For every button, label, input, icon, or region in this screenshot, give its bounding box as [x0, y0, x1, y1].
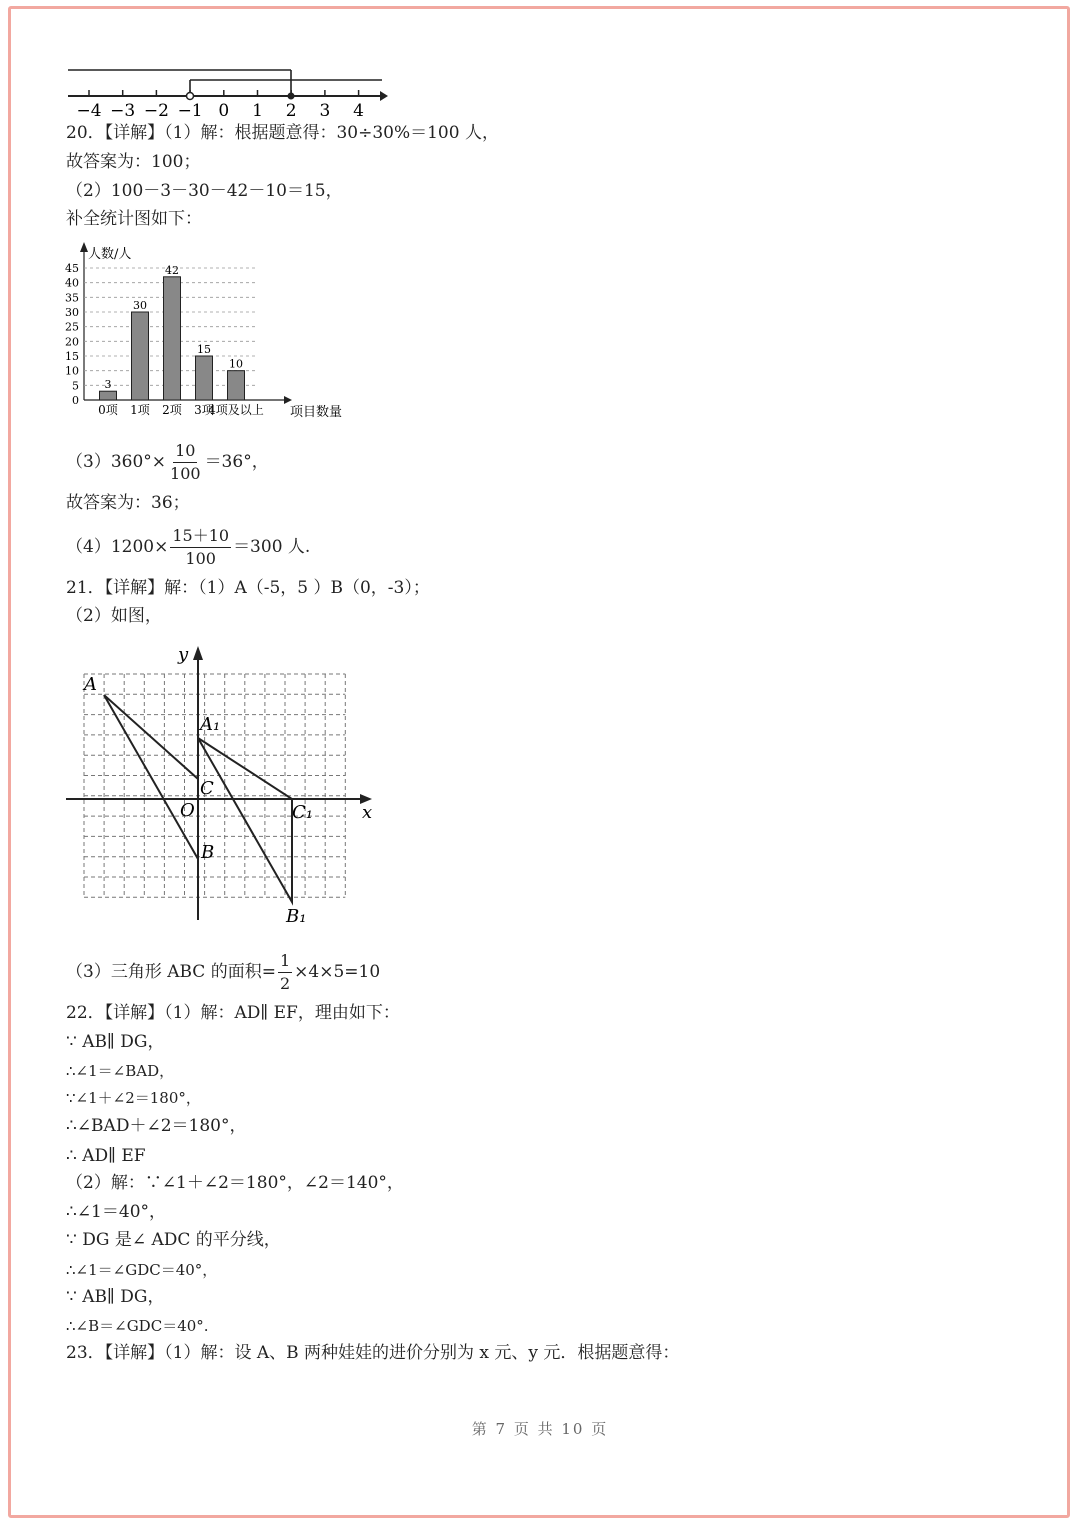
y-tick-label: 35	[65, 291, 79, 305]
denominator: 2	[279, 974, 291, 993]
q20-line-5-prefix: （3）360°×	[66, 452, 167, 472]
y-axis-label: 人数/人	[88, 247, 132, 262]
category-label: 1项	[130, 403, 150, 417]
y-tick-label: 30	[65, 306, 79, 319]
y-tick-label: 10	[65, 364, 79, 378]
bar	[100, 391, 117, 400]
fraction	[170, 525, 231, 570]
q20-line-6: 故答案为：36；	[66, 493, 190, 513]
q22-line-6: ∴ AD∥ EF	[66, 1146, 146, 1166]
axis-arrow	[380, 91, 388, 101]
x-axis-label: 项目数量	[290, 405, 343, 420]
q20-line-4: 补全统计图如下：	[66, 209, 202, 229]
y-tick-label: 0	[72, 394, 79, 407]
closed-point	[288, 93, 295, 100]
q22-line-10: ∴∠1＝∠GDC＝40°，	[66, 1261, 218, 1279]
q22-line-4: ∵∠1＋∠2＝180°，	[66, 1089, 201, 1107]
denominator: 100	[170, 464, 201, 483]
q20-line-7	[66, 525, 310, 570]
q21-line-3-prefix: （3）三角形 ABC 的面积=	[66, 962, 276, 982]
label-a: A	[84, 674, 97, 695]
label-b1: B₁	[286, 906, 307, 927]
q20-line-3: （2）100－3－30－42－10＝15，	[66, 181, 343, 201]
label-b: B	[201, 842, 215, 863]
q22-line-11: ∵ AB∥ DG，	[66, 1287, 165, 1307]
number-line-tick-label: −1	[177, 101, 203, 121]
fraction	[168, 440, 203, 485]
y-tick-label: 45	[65, 262, 79, 275]
label-a1: A₁	[200, 714, 221, 735]
q20-line-7-suffix: ＝300 人.	[233, 537, 311, 557]
q22-line-5: ∴∠BAD＋∠2＝180°，	[66, 1116, 247, 1136]
number-line-tick-label: 1	[252, 101, 263, 121]
y-tick-label: 25	[65, 320, 79, 334]
bar-value-label: 10	[229, 357, 243, 371]
y-tick-label: 5	[72, 379, 79, 393]
y-axis-arrow	[80, 242, 88, 252]
number-line-tick-label: 3	[319, 101, 331, 121]
number-line-tick-label: −2	[143, 101, 169, 121]
q23-line-1: 23．【详解】（1）解：设 A、B 两种娃娃的进价分别为 x 元、y 元．根据题意得：	[66, 1343, 680, 1363]
number-line-tick-label: 4	[353, 101, 365, 121]
q22-line-7: （2）解：∵∠1＋∠2＝180°，∠2＝140°，	[66, 1173, 404, 1193]
x-axis-arrow	[284, 396, 292, 404]
bar	[196, 356, 213, 400]
q20-line-7-prefix: （4）1200×	[66, 537, 169, 557]
category-label: 4项及以上	[208, 403, 264, 417]
number-line-tick-label: −4	[76, 101, 102, 121]
q20-line-5-suffix: ＝36°，	[204, 452, 269, 472]
bar-chart	[56, 240, 366, 425]
bar-value-label: 30	[133, 299, 147, 312]
q22-line-1: 22．【详解】（1）解：AD∥ EF，理由如下：	[66, 1003, 400, 1023]
label-c1: C₁	[292, 802, 313, 823]
category-label: 2项	[162, 403, 182, 417]
numerator: 10	[173, 440, 197, 463]
q22-line-8: ∴∠1＝40°，	[66, 1202, 167, 1222]
coordinate-graph	[60, 640, 390, 935]
q20-line-2: 故答案为：100；	[66, 152, 201, 172]
category-label: 3项	[194, 403, 214, 417]
label-o: O	[180, 800, 195, 821]
triangle-abc	[104, 695, 198, 859]
label-y: y	[178, 644, 189, 665]
bar-value-label: 42	[165, 263, 179, 277]
q20-line-5	[66, 440, 269, 485]
bar	[228, 371, 245, 400]
bar	[164, 277, 181, 400]
y-axis-arrow	[193, 646, 203, 660]
bar-value-label: 3	[104, 378, 112, 392]
q22-line-12: ∴∠B＝∠GDC＝40°.	[66, 1317, 209, 1335]
q22-line-9: ∵ DG 是∠ ADC 的平分线，	[66, 1230, 281, 1250]
page-footer: 第 7 页 共 10 页	[471, 1420, 609, 1438]
fraction	[278, 950, 292, 995]
numerator: 15＋10	[170, 525, 231, 548]
q21-line-3	[66, 950, 380, 995]
number-line-tick-label: −3	[110, 101, 136, 121]
q21-line-3-suffix: ×4×5=10	[294, 962, 381, 982]
y-tick-label: 40	[65, 276, 79, 290]
number-line-figure	[62, 62, 402, 122]
denominator: 100	[185, 549, 216, 568]
q21-line-1: 21．【详解】解：（1）A（-5，5 ）B（0，-3）；	[66, 578, 430, 598]
q20-line-1: 20．【详解】（1）解：根据题意得：30÷30%＝100 人，	[66, 123, 499, 143]
bar-value-label: 15	[197, 343, 211, 356]
y-tick-label: 20	[65, 335, 79, 349]
number-line-tick-label: 2	[285, 101, 297, 121]
number-line-tick-label: 0	[218, 101, 230, 121]
q22-line-2: ∵ AB∥ DG，	[66, 1032, 165, 1052]
label-x: x	[362, 802, 373, 823]
numerator: 1	[278, 950, 292, 973]
q22-line-3: ∴∠1＝∠BAD，	[66, 1062, 175, 1080]
category-label: 0项	[98, 403, 118, 417]
q21-line-2: （2）如图，	[66, 606, 162, 626]
bar	[132, 312, 149, 400]
y-tick-label: 15	[65, 350, 79, 363]
open-point	[187, 93, 194, 100]
label-c: C	[200, 778, 214, 799]
